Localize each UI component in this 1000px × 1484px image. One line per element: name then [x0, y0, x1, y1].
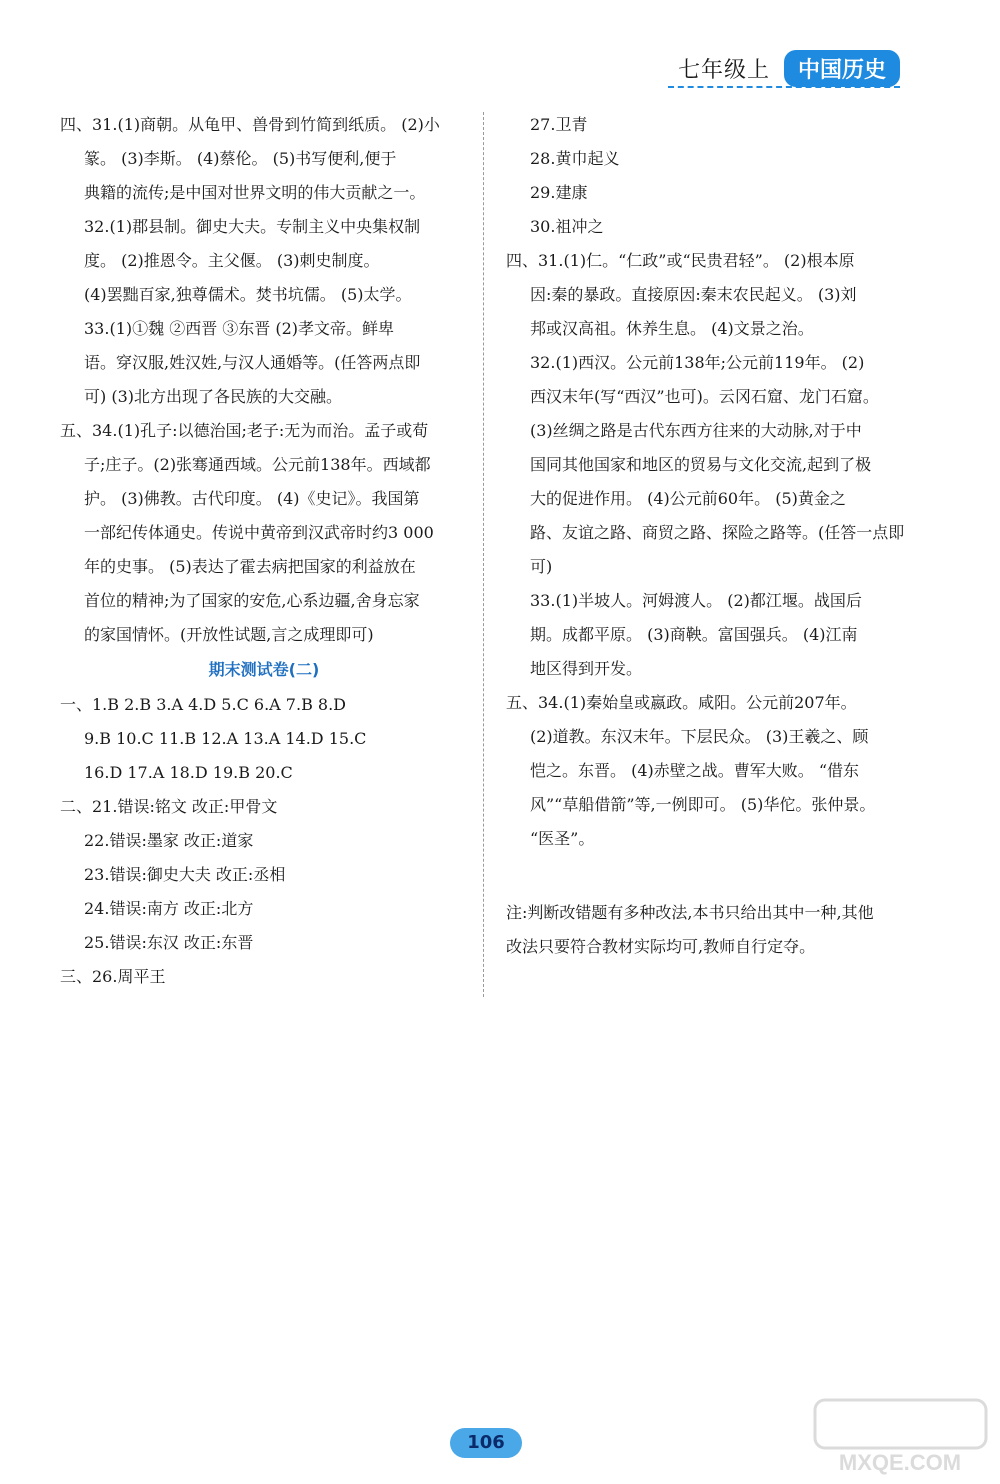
answer-line: 地区得到开发。	[530, 659, 643, 678]
answer-line: 29.建康	[530, 183, 588, 202]
answer-line: 9.B 10.C 11.B 12.A 13.A 14.D 15.C	[84, 729, 367, 748]
answer-line: 24.错误:南方 改正:北方	[84, 899, 254, 918]
grade-label: 七年级上	[677, 58, 770, 83]
note-line: 注:判断改错题有多种改法,本书只给出其中一种,其他	[506, 903, 874, 922]
column-divider	[483, 112, 484, 997]
answer-line: 16.D 17.A 18.D 19.B 20.C	[84, 763, 293, 782]
answer-line: 国同其他国家和地区的贸易与文化交流,起到了极	[530, 455, 872, 474]
answer-line: 期。成都平原。 (3)商鞅。富国强兵。 (4)江南	[530, 625, 858, 644]
answer-line: 西汉末年(写“西汉”也可)。云冈石窟、龙门石窟。	[530, 387, 879, 406]
answer-line: 五、34.(1)孔子:以德治国;老子:无为而治。孟子或荀	[60, 421, 429, 440]
section-title: 期末测试卷(二)	[208, 660, 320, 679]
answer-line: 30.祖冲之	[530, 217, 604, 236]
answer-line: 可) (3)北方出现了各民族的大交融。	[84, 387, 342, 406]
note-line: 改法只要符合教材实际均可,教师自行定夺。	[506, 937, 816, 956]
answer-line: 因:秦的暴政。直接原因:秦末农民起义。 (3)刘	[530, 285, 857, 304]
right-column	[506, 108, 910, 964]
answer-line: 四、31.(1)仁。“仁政”或“民贵君轻”。 (2)根本原	[506, 251, 855, 270]
answers-block-2	[60, 688, 468, 994]
header-rule	[668, 86, 900, 88]
answer-line: 子;庄子。(2)张骞通西域。公元前138年。西域都	[84, 455, 431, 474]
answer-line: (4)罢黜百家,独尊儒术。焚书坑儒。 (5)太学。	[84, 285, 412, 304]
answer-line: 一部纪传体通史。传说中黄帝到汉武帝时约3 000	[84, 523, 434, 542]
answer-line: 邦或汉高祖。休养生息。 (4)文景之治。	[530, 319, 814, 338]
note	[506, 896, 910, 964]
answer-line: “医圣”。	[530, 829, 595, 848]
answer-line: 25.错误:东汉 改正:东晋	[84, 933, 254, 952]
answer-line: 28.黄巾起义	[530, 149, 620, 168]
answer-line: 篆。 (3)李斯。 (4)蔡伦。 (5)书写便利,便于	[84, 149, 397, 168]
answer-line: 23.错误:御史大夫 改正:丞相	[84, 865, 286, 884]
answer-line: 27.卫青	[530, 115, 588, 134]
answer-line: 二、21.错误:铭文 改正:甲骨文	[60, 797, 278, 816]
answer-line: 22.错误:墨家 改正:道家	[84, 831, 254, 850]
answer-line: 33.(1)①魏 ②西晋 ③东晋 (2)孝文帝。鲜卑	[84, 319, 395, 338]
answer-line: 一、1.B 2.B 3.A 4.D 5.C 6.A 7.B 8.D	[60, 695, 347, 714]
answer-line: 恺之。东晋。 (4)赤壁之战。曹军大败。 “借东	[530, 761, 860, 780]
page-number: 106	[450, 1428, 522, 1458]
answer-line: 33.(1)半坡人。河姆渡人。 (2)都江堰。战国后	[530, 591, 862, 610]
watermark-logo	[813, 1396, 988, 1476]
answer-line: 32.(1)郡县制。御史大夫。专制主义中央集权制	[84, 217, 421, 236]
answer-line: 路、友谊之路、商贸之路、探险之路等。(任答一点即	[530, 523, 905, 542]
answer-line: 三、26.周平王	[60, 967, 166, 986]
answer-line: 度。 (2)推恩令。主父偃。 (3)刺史制度。	[84, 251, 380, 270]
answer-line: (2)道教。东汉末年。下层民众。 (3)王羲之、顾	[530, 727, 869, 746]
watermark-text: MXQE.COM	[838, 1450, 962, 1475]
answer-line: 32.(1)西汉。公元前138年;公元前119年。 (2)	[530, 353, 865, 372]
page-header	[678, 50, 900, 87]
answer-line: 风”“草船借箭”等,一例即可。 (5)华佗。张仲景。	[530, 795, 876, 814]
answer-line: 典籍的流传;是中国对世界文明的伟大贡献之一。	[84, 183, 426, 202]
answer-line: 的家国情怀。(开放性试题,言之成理即可)	[84, 625, 374, 644]
answers-block-3	[506, 108, 910, 856]
subject-badge: 中国历史	[784, 50, 900, 87]
answer-line: 护。 (3)佛教。古代印度。 (4)《史记》。我国第	[84, 489, 420, 508]
answer-line: 语。穿汉服,姓汉姓,与汉人通婚等。(任答两点即	[84, 353, 421, 372]
answer-line: 大的促进作用。 (4)公元前60年。 (5)黄金之	[530, 489, 846, 508]
left-column	[60, 108, 468, 994]
answer-line: 五、34.(1)秦始皇或嬴政。咸阳。公元前207年。	[506, 693, 857, 712]
answer-line: 首位的精神;为了国家的安危,心系边疆,舍身忘家	[84, 591, 420, 610]
answer-line: 可)	[530, 557, 553, 576]
answer-line: 年的史事。 (5)表达了霍去病把国家的利益放在	[84, 557, 416, 576]
answers-block-1	[60, 108, 468, 652]
answer-line: (3)丝绸之路是古代东西方往来的大动脉,对于中	[530, 421, 862, 440]
answer-line: 四、31.(1)商朝。从龟甲、兽骨到竹简到纸质。 (2)小	[60, 115, 440, 134]
